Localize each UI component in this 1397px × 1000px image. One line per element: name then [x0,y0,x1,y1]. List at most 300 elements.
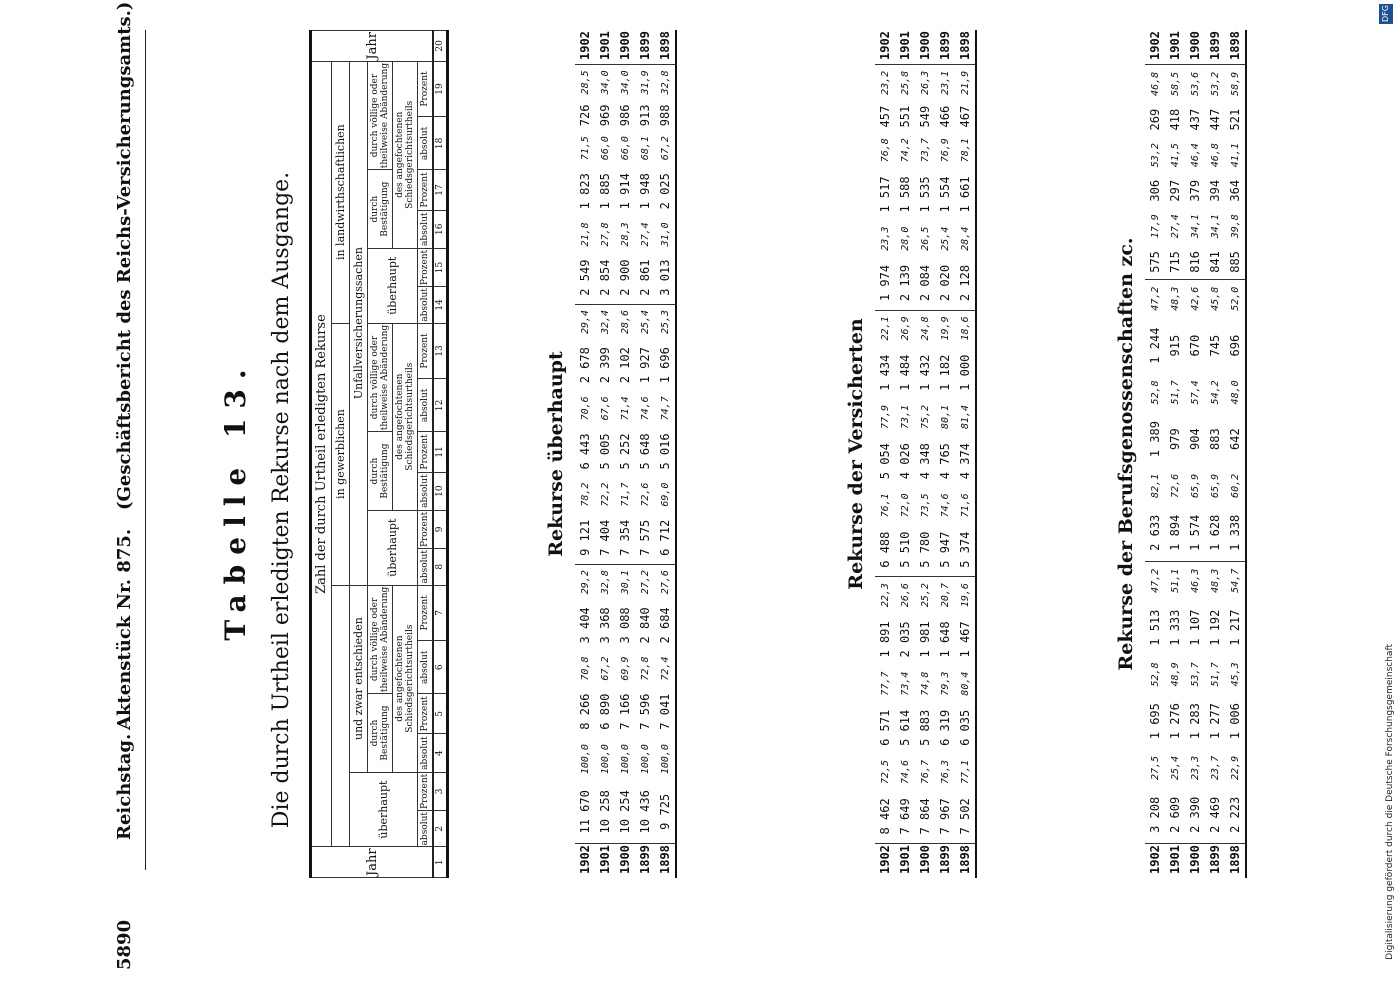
absolute-cell: 715 [1165,245,1185,279]
pct: Prozent [417,248,433,286]
table-row [655,30,676,878]
percent-cell: 29,2 [579,570,590,595]
column-number: 5 [433,694,448,734]
percent-cell: 67,2 [655,131,676,166]
absolute-cell: 2 102 [617,347,632,384]
percent-cell: 71,4 [619,396,630,421]
year-cell: 1901 [595,30,615,65]
absolute-cell: 1 333 [1167,609,1182,646]
percent-cell: 53,6 [1189,71,1200,96]
abs: absolut [417,641,433,694]
table-row [895,30,915,878]
percent-cell: 21,8 [579,222,590,247]
reichstag-label: Reichstag. [113,733,135,840]
column-number: 16 [433,210,448,248]
percent-cell: 24,8 [919,316,930,341]
percent-cell: 68,1 [639,136,650,161]
percent-cell: 28,3 [619,222,630,247]
percent-cell: 80,4 [955,666,976,701]
page-number: 5890 [113,919,135,970]
percent-cell: 41,1 [1225,136,1246,173]
percent-cell: 100,0 [579,744,590,775]
year-cell: 1900 [915,30,935,65]
percent-cell: 57,4 [1189,380,1200,405]
absolute-cell: 2 609 [1165,787,1185,844]
percent-cell: 46,8 [1149,71,1160,96]
absolute-cell: 4 026 [897,443,912,480]
percent-cell: 73,4 [899,671,910,696]
column-number: 1 [433,847,448,878]
pct: Prozent [417,510,433,548]
table-row [1185,30,1205,878]
absolute-cell: 5 648 [637,433,652,470]
absolute-cell: 2 469 [1205,787,1225,844]
percent-cell: 52,0 [1225,279,1246,317]
absolute-cell: 670 [1187,334,1202,357]
percent-cell: 82,1 [1149,473,1160,498]
percent-cell: 23,3 [1189,755,1200,780]
percent-cell: 70,6 [579,396,590,421]
jahr-header: Jahr [310,847,433,878]
percent-cell: 28,6 [619,309,630,335]
abs: absolut [417,210,433,248]
absolute-cell: 549 [917,105,932,128]
year-cell: 1899 [1205,30,1225,65]
absolute-cell: 297 [1167,179,1182,202]
percent-cell: 100,0 [599,744,610,775]
percent-cell: 74,6 [899,760,910,785]
abs: absolut [417,117,433,170]
absolute-cell: 816 [1185,245,1205,279]
percent-cell: 27,2 [639,570,650,595]
percent-cell: 74,6 [939,493,950,518]
absolute-cell: 418 [1167,108,1182,131]
absolute-cell: 2 139 [895,256,915,310]
absolute-cell: 447 [1207,108,1222,131]
absolute-cell: 1 182 [937,354,952,391]
report-label: (Geschäftsbericht des Reichs-Versicherungsamts.) [113,1,135,510]
column-number: 6 [433,641,448,694]
absolute-cell: 2 035 [897,621,912,658]
absolute-cell: 1 914 [617,173,632,210]
dfg-note: Digitalisierung gefördert durch die Deutsche Forschungsgemeinschaft [1385,644,1395,960]
year-cell: 1900 [1187,845,1202,874]
absolute-cell: 6 035 [955,701,976,754]
column-number: 18 [433,117,448,170]
absolute-cell: 1 891 [877,621,892,658]
percent-cell: 34,0 [599,70,610,95]
year-cell: 1901 [1167,845,1182,874]
year-cell: 1902 [1145,30,1165,65]
absolute-cell: 1 894 [1165,505,1185,562]
column-number: 9 [433,510,448,548]
percent-cell: 80,1 [939,404,950,429]
percent-cell: 65,9 [1209,473,1220,498]
percent-cell: 72,5 [879,760,890,785]
year-cell: 1900 [617,845,632,874]
percent-cell: 34,1 [1189,214,1200,239]
absolute-cell: 466 [937,105,952,128]
absolute-cell: 5 883 [917,709,932,746]
column-number: 2 [433,810,448,846]
absolute-cell: 7 575 [635,512,655,564]
table-row [1205,30,1225,878]
percent-cell: 32,4 [599,309,610,335]
percent-cell: 65,9 [1189,473,1200,498]
percent-cell: 79,3 [939,671,950,696]
absolute-cell: 979 [1167,428,1182,450]
section-block [1109,30,1247,878]
table-subtitle: Die durch Urtheil erledigten Rekurse nach dem Ausgange. [268,171,294,829]
percent-cell: 23,3 [879,226,890,251]
percent-cell: 26,6 [899,583,910,608]
absolute-cell: 1 927 [637,347,652,384]
table-row [575,30,595,878]
absolute-cell: 467 [955,101,976,133]
year-cell: 1898 [955,844,976,879]
percent-cell: 72,2 [599,482,610,507]
percent-cell: 74,6 [639,396,650,421]
absolute-cell: 4 348 [917,443,932,480]
absolute-cell: 2 678 [577,347,592,384]
zahl-header: Zahl der durch Urtheil erledigten Rekurse [310,61,331,847]
section-title: Rekurse der Versicherten [844,318,867,590]
absolute-cell: 3 208 [1145,787,1165,844]
percent-cell: 34,1 [1209,214,1220,239]
absolute-cell: 7 864 [915,790,935,844]
absolute-cell: 7 404 [595,512,615,564]
year-cell: 1902 [1147,845,1162,874]
total-group [331,585,349,847]
percent-cell: 75,2 [919,404,930,429]
absolute-cell: 2 854 [595,252,615,304]
ueberhaupt-header: überhaupt [349,772,417,847]
absolute-cell: 696 [1225,318,1246,374]
table-row [635,30,655,878]
table-row [1145,30,1165,878]
table-row [915,30,935,878]
percent-cell: 76,8 [879,138,890,163]
percent-cell: 72,6 [639,482,650,507]
absolute-cell: 2 900 [615,252,635,304]
gewerblich-header: in gewerblichen [331,323,349,585]
table-row [935,30,955,878]
absolute-cell: 9 121 [575,512,595,564]
table-row [875,30,895,878]
column-number: 13 [433,323,448,379]
percent-cell: 27,5 [1149,755,1160,780]
dfg-logo: DFG [1379,4,1393,24]
absolute-cell: 1 107 [1187,609,1202,646]
percent-cell: 17,9 [1149,214,1160,239]
percent-cell: 77,9 [879,404,890,429]
absolute-cell: 1 981 [917,621,932,658]
absolute-cell: 269 [1147,108,1162,131]
absolute-cell: 7 649 [895,790,915,844]
ueberhaupt-2: überhaupt [367,510,417,585]
year-cell: 1898 [655,844,676,879]
absolute-cell: 1 484 [897,354,912,391]
absolute-cell: 1 006 [1225,693,1246,749]
absolute-cell: 7 967 [935,790,955,844]
percent-cell: 18,6 [955,310,976,346]
absolute-cell: 1 574 [1185,505,1205,562]
percent-cell: 58,9 [1225,65,1246,103]
absolute-cell: 1 974 [875,256,895,310]
absolute-cell: 1 695 [1147,703,1162,740]
percent-cell: 41,5 [1169,143,1180,168]
percent-cell: 28,4 [955,221,976,256]
column-number: 12 [433,379,448,432]
absolute-cell: 642 [1225,411,1246,467]
percent-cell: 76,9 [939,138,950,163]
percent-cell: 73,7 [919,138,930,163]
percent-cell: 69,0 [655,477,676,512]
column-number: 8 [433,549,448,585]
percent-cell: 53,2 [1149,143,1160,168]
rotated-page [19,1,1379,990]
absolute-cell: 3 088 [617,607,632,644]
bestaetigung-3: durch Bestätigung [367,170,392,248]
absolute-cell: 904 [1187,428,1202,450]
percent-cell: 58,5 [1169,71,1180,96]
abs: absolut [417,379,433,432]
absolute-cell: 5 780 [915,523,935,577]
percent-cell: 78,2 [579,482,590,507]
percent-cell: 48,3 [1169,286,1180,311]
percent-cell: 81,4 [955,399,976,434]
percent-cell: 54,7 [1225,561,1246,599]
table-row [1165,30,1185,878]
pct: Prozent [417,170,433,210]
absolute-cell: 1 885 [597,173,612,210]
percent-cell: 77,1 [955,754,976,789]
year-cell: 1898 [955,30,976,65]
percent-cell: 100,0 [619,744,630,775]
absolute-cell: 2 549 [575,252,595,304]
absolute-cell: 1 192 [1207,609,1222,646]
year-cell: 1899 [937,845,952,874]
section-title: Rekurse überhaupt [544,351,567,557]
absolute-cell: 306 [1147,179,1162,202]
absolute-cell: 1 217 [1225,600,1246,656]
percent-cell: 20,7 [939,583,950,608]
percent-cell: 47,2 [1149,286,1160,311]
absolute-cell: 5 947 [935,523,955,577]
column-number: 10 [433,472,448,510]
year-cell: 1900 [1185,30,1205,65]
section-table [1145,30,1247,878]
running-header [113,1,148,970]
absolute-cell: 5 054 [877,443,892,480]
table-row [595,30,615,878]
absolute-cell: 2 020 [935,256,955,310]
absolut-prozent-row [417,31,433,878]
absolute-cell: 2 128 [955,256,976,310]
percent-cell: 23,7 [1209,755,1220,780]
column-header-table [309,30,449,878]
percent-cell: 27,6 [655,564,676,599]
year-cell: 1899 [935,30,955,65]
percent-cell: 25,2 [919,583,930,608]
column-number: 14 [433,287,448,323]
percent-cell: 51,7 [1169,380,1180,405]
percent-cell: 39,8 [1225,208,1246,245]
year-cell: 1901 [895,30,915,65]
absolute-cell: 986 [617,104,632,127]
year-cell: 1899 [1207,845,1222,874]
percent-cell: 42,6 [1189,286,1200,311]
percent-cell: 67,2 [599,656,610,681]
percent-cell: 73,1 [899,404,910,429]
percent-cell: 45,3 [1225,656,1246,693]
absolute-cell: 1 467 [955,613,976,666]
aenderung-2: durch völlige oder theilweise Abänderung [367,323,392,432]
absolute-cell: 457 [877,105,892,128]
pct: Prozent [417,585,433,641]
percent-cell: 31,0 [655,217,676,252]
abs: absolut [417,472,433,510]
percent-cell: 52,8 [1149,662,1160,687]
column-number: 3 [433,772,448,810]
absolute-cell: 7 596 [637,693,652,730]
absolute-cell: 364 [1225,174,1246,208]
percent-cell: 22,1 [879,316,890,341]
absolute-cell: 4 374 [955,435,976,488]
year-cell: 1901 [1165,30,1185,65]
percent-cell: 25,3 [655,304,676,339]
absolute-cell: 1 276 [1167,703,1182,740]
abs: absolut [417,734,433,772]
percent-cell: 32,8 [655,65,676,100]
landwirtschaftlich-header: in landwirthschaftlichen [331,61,349,323]
absolute-cell: 841 [1205,245,1225,279]
absolute-cell: 2 840 [637,607,652,644]
pct: Prozent [417,432,433,472]
absolute-cell: 1 277 [1207,703,1222,740]
absolute-cell: 1 432 [917,354,932,391]
absolute-cell: 2 399 [597,347,612,384]
und-zwar-1: und zwar entschieden [349,585,367,772]
section-block [539,30,677,878]
percent-cell: 76,3 [939,760,950,785]
section-title: Rekurse der Berufsgenossenschaften zc. [1114,237,1137,671]
absolute-cell: 11 670 [575,781,595,844]
absolute-cell: 2 390 [1185,787,1205,844]
absolute-cell: 379 [1187,179,1202,202]
percent-cell: 46,4 [1189,143,1200,168]
absolute-cell: 2 861 [635,252,655,304]
absolute-cell: 8 462 [875,790,895,844]
percent-cell: 22,3 [879,583,890,608]
percent-cell: 46,3 [1189,568,1200,593]
percent-cell: 74,8 [919,671,930,696]
absolute-cell: 1 338 [1225,505,1246,562]
percent-cell: 71,6 [955,488,976,523]
percent-cell: 30,1 [619,570,630,595]
absolute-cell: 5 614 [897,709,912,746]
bestaetigung-2: durch Bestätigung [367,432,392,510]
percent-cell: 69,9 [619,656,630,681]
absolute-cell: 2 684 [655,600,676,652]
percent-cell: 60,2 [1225,467,1246,504]
year-cell: 1902 [875,30,895,65]
absolute-cell: 5 510 [895,523,915,577]
absolute-cell: 1 517 [877,176,892,213]
schieds-3: des angefochtenen Schiedsgerichtsurtheils [392,61,417,248]
percent-cell: 100,0 [639,744,650,775]
absolute-cell: 5 374 [955,523,976,577]
absolute-cell: 7 354 [615,512,635,564]
absolute-cell: 6 488 [875,523,895,577]
absolute-cell: 1 513 [1147,609,1162,646]
unfall-header: Unfallversicherungssachen [349,61,367,585]
absolute-cell: 1 244 [1147,327,1162,364]
percent-cell: 34,0 [619,70,630,95]
absolute-cell: 3 013 [655,252,676,304]
absolute-cell: 8 266 [577,693,592,730]
percent-cell: 67,6 [599,396,610,421]
absolute-cell: 883 [1207,428,1222,450]
absolute-cell: 10 436 [635,781,655,844]
percent-cell: 76,7 [919,760,930,785]
absolute-cell: 1 661 [955,168,976,221]
absolute-cell: 1 434 [877,354,892,391]
absolute-cell: 1 389 [1147,421,1162,458]
year-cell: 1898 [1225,844,1246,879]
percent-cell: 23,2 [879,70,890,95]
pct: Prozent [417,61,433,117]
section-table [875,30,977,878]
percent-cell: 48,3 [1209,568,1220,593]
percent-cell: 78,1 [955,133,976,168]
year-cell: 1902 [577,845,592,874]
column-number: 20 [433,31,448,62]
absolute-cell: 1 948 [637,173,652,210]
percent-cell: 21,9 [955,65,976,101]
percent-cell: 45,8 [1209,286,1220,311]
percent-cell: 19,6 [955,577,976,613]
percent-cell: 51,1 [1169,568,1180,593]
column-number: 15 [433,248,448,286]
year-cell: 1900 [917,845,932,874]
absolute-cell: 6 319 [937,709,952,746]
pct: Prozent [417,694,433,734]
percent-cell: 70,8 [579,656,590,681]
percent-cell: 26,3 [919,70,930,95]
percent-cell: 19,9 [939,316,950,341]
percent-cell: 25,8 [899,70,910,95]
percent-cell: 27,4 [639,222,650,247]
percent-cell: 71,5 [579,136,590,161]
absolute-cell: 7 166 [617,693,632,730]
year-cell: 1901 [597,845,612,874]
ueberhaupt-3: überhaupt [367,248,417,323]
absolute-cell: 1 554 [937,176,952,213]
table-row [615,30,635,878]
absolute-cell: 6 890 [597,693,612,730]
pct: Prozent [417,323,433,379]
year-cell: 1900 [615,30,635,65]
percent-cell: 53,2 [1209,71,1220,96]
absolute-cell: 10 258 [595,781,615,844]
column-number: 17 [433,170,448,210]
absolute-cell: 5 252 [617,433,632,470]
absolute-cell: 726 [577,104,592,127]
absolute-cell: 394 [1207,179,1222,202]
absolute-cell: 6 571 [877,709,892,746]
column-number: 19 [433,61,448,117]
